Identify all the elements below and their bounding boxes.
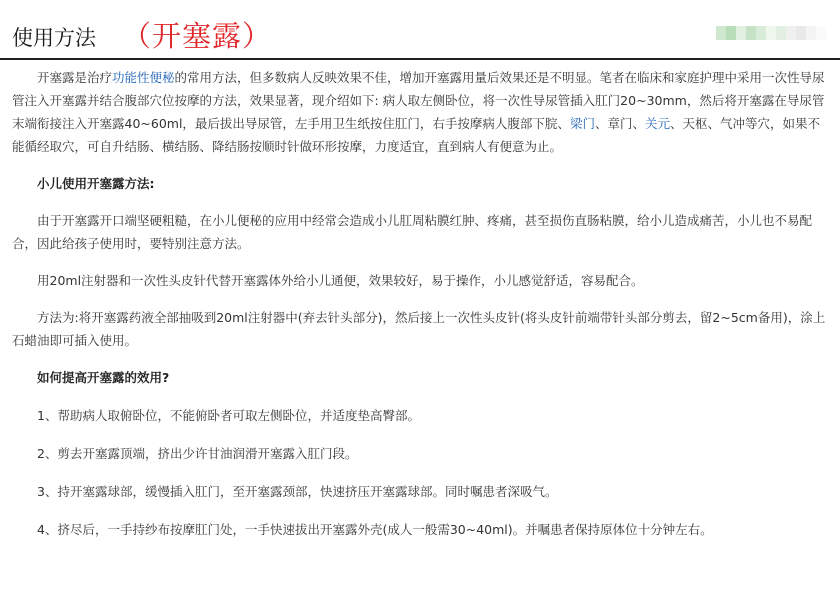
improve-step-1: 1、帮助病人取俯卧位，不能俯卧者可取左侧卧位，并适度垫高臀部。 bbox=[37, 408, 420, 423]
link-liangmen[interactable]: 梁门 bbox=[569, 116, 595, 131]
improve-step-2: 2、剪去开塞露顶端，挤出少许甘油润滑开塞露入肛门段。 bbox=[37, 446, 358, 461]
improve-step-3: 3、持开塞露球部，缓慢插入肛门，至开塞露颈部，快速挤压开塞露球部。同时嘱患者深吸气。 bbox=[37, 484, 558, 499]
header-divider bbox=[0, 58, 840, 60]
page-title: 使用方法 bbox=[12, 26, 96, 50]
child-method-heading: 小儿使用开塞露方法: bbox=[37, 176, 155, 191]
link-functional-constipation[interactable]: 功能性便秘 bbox=[112, 70, 175, 85]
improve-heading: 如何提高开塞露的效用? bbox=[37, 370, 170, 385]
page-header bbox=[0, 0, 840, 62]
child-paragraph-3: 方法为:将开塞露药液全部抽吸到20ml注射器中(弃去针头部分)，然后接上一次性头皮针(将头皮针前端带针头部分剪去，留2~5cm备用)，涂上石蜡油即可插入使用。 bbox=[12, 310, 826, 348]
intro-paragraph: 开塞露是治疗功能性便秘的常用方法，但多数病人反映效果不佳，增加开塞露用量后效果还是不明显。笔者在临床和家庭护理中采用一次性导尿管注入开塞露并结合腹部穴位按摩的方法，效果显著，现介绍如下: 病人取左侧卧位，将一次性导尿管插入肛门20~30mm，然后将开塞露在导尿管末端衔接注入开塞露40~60ml，最后拔出导尿管，左手用卫生纸按住肛门，右手按摩病人腹部下脘、梁门、章门、关元、天枢、气冲等穴，如果不能循经取穴，可自升结肠、横结肠、降结肠按顺时针做环形按摩，力度适宜，直到病人有便意为止。 bbox=[12, 70, 825, 154]
pixelated-watermark bbox=[716, 26, 826, 40]
article-body bbox=[12, 66, 828, 541]
page-subtitle: （开塞露） bbox=[122, 19, 273, 53]
link-guanyuan[interactable]: 关元 bbox=[644, 116, 670, 131]
child-paragraph-1: 由于开塞露开口端坚硬粗糙，在小儿便秘的应用中经常会造成小儿肛周粘膜红肿、疼痛，甚至损伤直肠粘膜，给小儿造成痛苦，小儿也不易配合，因此给孩子使用时，要特别注意方法。 bbox=[12, 213, 813, 251]
child-paragraph-2: 用20ml注射器和一次性头皮针代替开塞露体外给小儿通便，效果较好，易于操作，小儿感觉舒适，容易配合。 bbox=[37, 273, 644, 288]
improve-step-4: 4、挤尽后，一手持纱布按摩肛门处，一手快速拔出开塞露外壳(成人一般需30~40ml)。并嘱患者保持原体位十分钟左右。 bbox=[37, 522, 713, 537]
